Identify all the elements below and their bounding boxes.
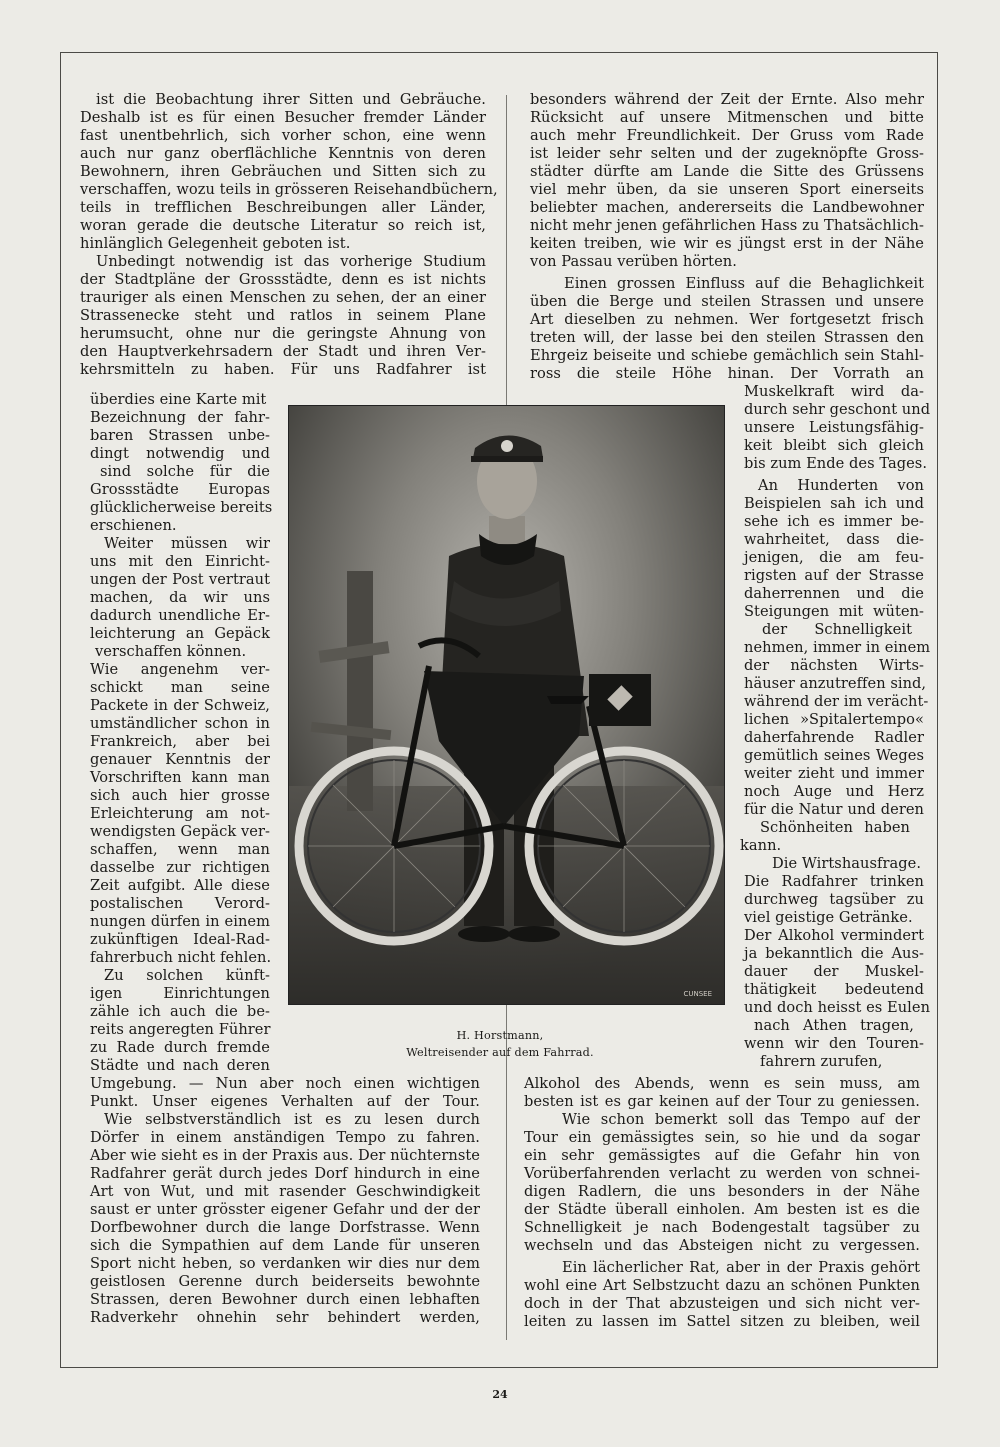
photo-credit: CUNSEE: [683, 990, 712, 998]
text-line: ross die steile Höhe hinan. Der Vorrath an: [530, 365, 924, 382]
text-line: ein sehr gemässigtes auf die Gefahr hin von: [524, 1147, 920, 1164]
text-line: Der Alkohol vermindert: [744, 927, 924, 944]
text-line: Alkohol des Abends, wenn es sein muss, am: [524, 1075, 920, 1092]
text-line: fast unentbehrlich, sich vorher schon, eine wenn: [80, 127, 486, 144]
text-line: Die Wirtshausfrage.: [772, 855, 922, 872]
column-rule-lower: [506, 1082, 507, 1340]
text-line: Art dieselben zu nehmen. Wer fortgesetzt frisch: [530, 311, 924, 328]
text-line: glücklicherweise bereits: [90, 499, 273, 516]
text-line: auch nur ganz oberflächliche Kenntnis von deren: [80, 145, 486, 162]
text-line: umständlicher schon in: [90, 715, 270, 732]
text-line: besten ist es gar keinen auf der Tour zu geniessen.: [524, 1093, 920, 1110]
text-line: lichen »Spitalertempo«: [744, 711, 924, 728]
text-line: von Passau verüben hörten.: [530, 253, 737, 270]
text-line: städter dürfte am Lande die Sitte des Grüssens: [530, 163, 924, 180]
text-line: doch in der That abzusteigen und sich nicht ver-: [524, 1295, 920, 1312]
text-line: dauer der Muskel-: [744, 963, 924, 980]
text-line: viel geistige Getränke.: [744, 909, 913, 926]
text-line: wenn wir den Touren-: [744, 1035, 924, 1052]
text-line: hinlänglich Gelegenheit geboten ist.: [80, 235, 351, 252]
text-line: kann.: [740, 837, 782, 854]
text-line: ist die Beobachtung ihrer Sitten und Gebräuche.: [96, 91, 486, 108]
text-line: uns mit den Einricht-: [90, 553, 270, 570]
cyclist-portrait-illustration: [289, 406, 724, 1004]
text-line: Dörfer in einem anständigen Tempo zu fahren.: [90, 1129, 480, 1146]
text-line: woran gerade die deutsche Literatur so reich ist,: [80, 217, 486, 234]
text-line: noch Auge und Herz: [744, 783, 924, 800]
figure-caption-name: H. Horstmann,: [456, 1029, 544, 1042]
text-line: zukünftigen Ideal-Rad-: [90, 931, 270, 948]
text-line: trauriger als einen Menschen zu sehen, der an einer: [80, 289, 486, 306]
text-line: Deshalb ist es für einen Besucher fremder Länder: [80, 109, 486, 126]
text-line: sehe ich es immer be-: [744, 513, 924, 530]
text-line: Sport nicht heben, so verdanken wir dies nur dem: [90, 1255, 480, 1272]
text-line: dingt notwendig und: [90, 445, 270, 462]
text-line: wohl eine Art Selbstzucht dazu an schönen Punkten: [524, 1277, 920, 1294]
text-line: nehmen, immer in einem: [744, 639, 931, 656]
text-line: Wie selbstverständlich ist es zu lesen durch: [104, 1111, 480, 1128]
text-line: Ehrgeiz beiseite und schiebe gemächlich sein Stahl-: [530, 347, 924, 364]
text-line: jenigen, die am feu-: [744, 549, 924, 566]
text-line: Wie angenehm ver-: [90, 661, 270, 678]
text-line: besonders während der Zeit der Ernte. Also mehr: [530, 91, 924, 108]
text-line: Strassenecke steht und ratlos in seinem Plane: [80, 307, 486, 324]
text-line: Rücksicht auf unsere Mitmenschen und bitte: [530, 109, 924, 126]
text-line: nicht mehr jenen gefährlichen Hass zu Thatsächlich-: [530, 217, 924, 234]
text-line: schaffen, wenn man: [90, 841, 270, 858]
text-line: Weiter müssen wir: [104, 535, 270, 552]
text-line: postalischen Verord-: [90, 895, 270, 912]
text-line: Erleichterung am not-: [90, 805, 270, 822]
text-line: ungen der Post vertraut: [90, 571, 270, 588]
text-line: unsere Leistungsfähig-: [744, 419, 924, 436]
text-line: fahrern zurufen,: [760, 1053, 883, 1070]
text-line: wechseln und das Absteigen nicht zu vergessen.: [524, 1237, 920, 1254]
text-line: ist leider sehr selten und der zugeknöpfte Gross-: [530, 145, 924, 162]
text-line: häuser anzutreffen sind,: [744, 675, 927, 692]
text-line: viel mehr üben, da sie unseren Sport einerseits: [530, 181, 924, 198]
text-line: sich die Sympathien auf dem Lande für unseren: [90, 1237, 480, 1254]
text-line: kehrsmitteln zu haben. Für uns Radfahrer ist: [80, 361, 486, 378]
text-line: zu Rade durch fremde: [90, 1039, 270, 1056]
text-line: Tour ein gemässigtes sein, so hie und da sogar: [524, 1129, 920, 1146]
text-line: Bewohnern, ihren Gebräuchen und Sitten sich zu: [80, 163, 486, 180]
text-line: genauer Kenntnis der: [90, 751, 270, 768]
text-line: Schönheiten haben: [760, 819, 910, 836]
text-line: der Schnelligkeit: [762, 621, 912, 638]
text-line: durchweg tagsüber zu: [744, 891, 924, 908]
text-line: Umgebung. — Nun aber noch einen wichtigen: [90, 1075, 480, 1092]
text-line: gemütlich seines Weges: [744, 747, 924, 764]
text-line: Die Radfahrer trinken: [744, 873, 924, 890]
text-line: igen Einrichtungen: [90, 985, 270, 1002]
text-line: Zeit aufgibt. Alle diese: [90, 877, 270, 894]
text-line: machen, da wir uns: [90, 589, 270, 606]
text-line: Art von Wut, und mit rasender Geschwindigkeit: [90, 1183, 480, 1200]
text-line: Steigungen mit wüten-: [744, 603, 924, 620]
text-line: erschienen.: [90, 517, 177, 534]
text-line: sind solche für die: [100, 463, 270, 480]
text-line: treten will, der lasse bei den steilen Strassen den: [530, 329, 924, 346]
text-line: Strassen, deren Bewohner durch einen lebhaften: [90, 1291, 480, 1308]
text-line: Schnelligkeit je nach Bodengestalt tagsüber zu: [524, 1219, 920, 1236]
text-line: Bezeichnung der fahr-: [90, 409, 270, 426]
text-line: sich auch hier grosse: [90, 787, 270, 804]
text-line: thätigkeit bedeutend: [744, 981, 924, 998]
text-line: leichterung an Gepäck: [90, 625, 270, 642]
text-line: dasselbe zur richtigen: [90, 859, 270, 876]
text-line: An Hunderten von: [758, 477, 924, 494]
text-line: üben die Berge und steilen Strassen und unsere: [530, 293, 924, 310]
text-line: fahrerbuch nicht fehlen.: [90, 949, 272, 966]
text-line: Muskelkraft wird da-: [744, 383, 924, 400]
text-line: ja bekanntlich die Aus-: [744, 945, 924, 962]
text-line: digen Radlern, die uns besonders in der Nähe: [524, 1183, 920, 1200]
text-line: der Städte überall einholen. Am besten ist es die: [524, 1201, 920, 1218]
text-line: durch sehr geschont und: [744, 401, 931, 418]
figure-caption-description: Weltreisender auf dem Fahrrad.: [406, 1046, 594, 1059]
text-line: Frankreich, aber bei: [90, 733, 270, 750]
text-line: schickt man seine: [90, 679, 270, 696]
figure-photo: [288, 405, 725, 1005]
text-line: keiten treiben, wie wir es jüngst erst in der Nähe: [530, 235, 924, 252]
text-line: Städte und nach deren: [90, 1057, 270, 1074]
text-line: Radverkehr ohnehin sehr behindert werden,: [90, 1309, 480, 1326]
text-line: wendigsten Gepäck ver-: [90, 823, 270, 840]
text-line: Punkt. Unser eigenes Verhalten auf der Tour.: [90, 1093, 480, 1110]
text-line: Einen grossen Einfluss auf die Behaglichkeit: [564, 275, 924, 292]
text-line: daherrennen und die: [744, 585, 924, 602]
text-line: leiten zu lassen im Sattel sitzen zu bleiben, weil: [524, 1313, 920, 1330]
text-line: Radfahrer gerät durch jedes Dorf hindurch in eine: [90, 1165, 480, 1182]
text-line: keit bleibt sich gleich: [744, 437, 924, 454]
text-line: Unbedingt notwendig ist das vorherige Studium: [96, 253, 486, 270]
text-line: auch mehr Freundlichkeit. Der Gruss vom Rade: [530, 127, 924, 144]
text-line: verschaffen können.: [95, 643, 247, 660]
text-line: herumsucht, ohne nur die geringste Ahnung von: [80, 325, 486, 342]
text-line: geistlosen Gerenne durch beiderseits bewohnte: [90, 1273, 480, 1290]
text-line: beliebter machen, andererseits die Landbewohner: [530, 199, 924, 216]
text-line: nungen dürfen in einem: [90, 913, 270, 930]
text-line: nach Athen tragen,: [754, 1017, 914, 1034]
text-line: während der im verächt-: [744, 693, 929, 710]
text-line: teils in trefflichen Beschreibungen aller Länder,: [80, 199, 486, 216]
text-line: verschaffen, wozu teils in grösseren Reisehandbüchern,: [80, 181, 498, 198]
text-line: Wie schon bemerkt soll das Tempo auf der: [562, 1111, 920, 1128]
text-line: den Hauptverkehrsadern der Stadt und ihren Ver-: [80, 343, 486, 360]
text-line: bis zum Ende des Tages.: [744, 455, 928, 472]
text-line: Vorüberfahrenden verlacht zu werden von schnei-: [524, 1165, 920, 1182]
text-line: Zu solchen künft-: [104, 967, 270, 984]
text-line: daherfahrende Radler: [744, 729, 924, 746]
text-line: der Stadtpläne der Grossstädte, denn es ist nichts: [80, 271, 486, 288]
text-line: Packete in der Schweiz,: [90, 697, 270, 714]
text-line: Vorschriften kann man: [90, 769, 270, 786]
text-line: Beispielen sah ich und: [744, 495, 924, 512]
text-line: und doch heisst es Eulen: [744, 999, 931, 1016]
text-line: Grossstädte Europas: [90, 481, 270, 498]
text-line: Ein lächerlicher Rat, aber in der Praxis gehört: [562, 1259, 920, 1276]
text-line: dadurch unendliche Er-: [90, 607, 270, 624]
text-line: der nächsten Wirts-: [744, 657, 924, 674]
text-line: Dorfbewohner durch die lange Dorfstrasse. Wenn: [90, 1219, 480, 1236]
text-line: rigsten auf der Strasse: [744, 567, 924, 584]
text-line: überdies eine Karte mit: [90, 391, 267, 408]
text-line: reits angeregten Führer: [90, 1021, 271, 1038]
text-line: saust er unter grösster eigener Gefahr und der der: [90, 1201, 480, 1218]
text-line: für die Natur und deren: [744, 801, 924, 818]
text-line: baren Strassen unbe-: [90, 427, 270, 444]
text-line: weiter zieht und immer: [744, 765, 924, 782]
text-line: zähle ich auch die be-: [90, 1003, 270, 1020]
page-number: 24: [492, 1388, 508, 1401]
text-line: Aber wie sieht es in der Praxis aus. Der nüchternste: [90, 1147, 480, 1164]
text-line: wahrheitet, dass die-: [744, 531, 924, 548]
